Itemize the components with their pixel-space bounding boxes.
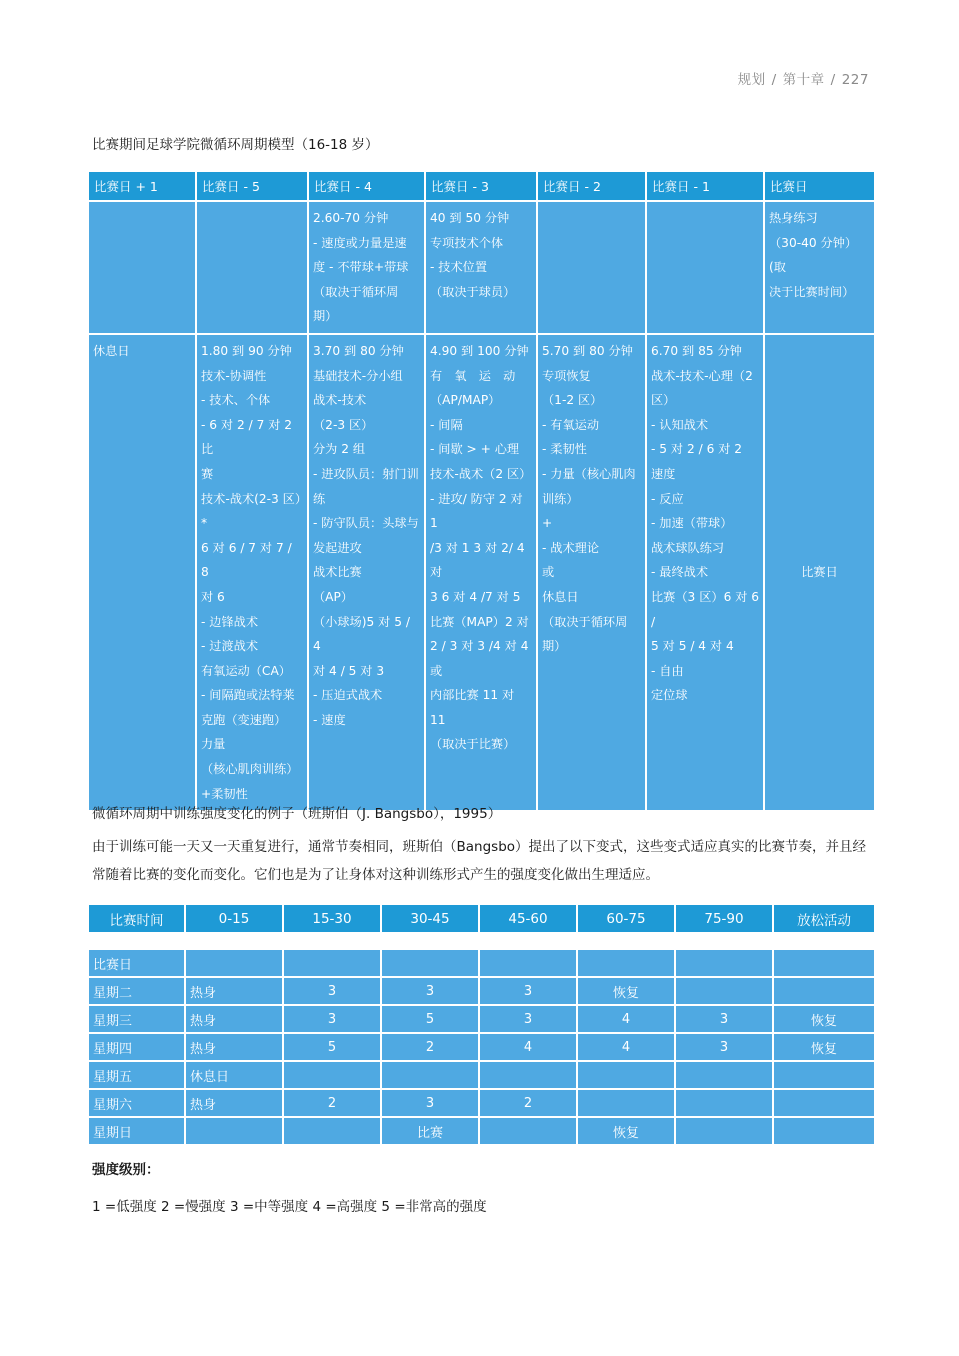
- microcycle-cell-line: 比赛日: [801, 565, 838, 580]
- microcycle-cell-line: （取决于球员）: [430, 284, 516, 299]
- intensity-cell: 热身: [185, 1005, 283, 1033]
- microcycle-cell: [764, 334, 875, 811]
- intensity-cell: 3: [381, 977, 479, 1005]
- microcycle-cell: [88, 201, 196, 334]
- microcycle-cell-line: 专项恢复: [542, 368, 591, 383]
- microcycle-cell-line: 对 6: [201, 589, 225, 604]
- intensity-cell: [185, 949, 283, 977]
- intensity-header-cell: 60-75: [577, 904, 675, 933]
- table-spacer: [88, 933, 875, 949]
- microcycle-cell-line: - 有氧运动: [542, 417, 600, 432]
- intensity-cell: [675, 1117, 773, 1145]
- intensity-cell: [675, 1061, 773, 1089]
- microcycle-cell-line: - 过渡战术: [201, 639, 259, 654]
- running-head-separator: /: [771, 72, 777, 88]
- microcycle-cell-line: *: [201, 516, 208, 531]
- microcycle-header-cell: 比赛日 - 4: [308, 171, 425, 201]
- microcycle-cell-line: - 6 对 2 / 7 对 2 比: [201, 417, 293, 457]
- intensity-row: [88, 977, 875, 1005]
- microcycle-cell-line: - 防守队员：头球与: [313, 516, 419, 531]
- intensity-cell: [773, 1117, 875, 1145]
- microcycle-cell-line: 战术-技术: [313, 393, 367, 408]
- microcycle-cell: [196, 201, 308, 334]
- microcycle-cell-line: - 进攻/ 防守 2 对 1: [430, 491, 523, 531]
- microcycle-cell-line: （30-40 分钟）(取: [769, 235, 858, 275]
- intensity-cell: 2: [381, 1033, 479, 1061]
- microcycle-cell-line: 比赛（3 区）6 对 6 /: [651, 589, 760, 629]
- microcycle-cell-line: 发起进攻: [313, 540, 362, 555]
- microcycle-header-cell: 比赛日 - 3: [425, 171, 537, 201]
- intensity-header-cell: 比赛时间: [88, 904, 185, 933]
- microcycle-cell-line: 分为 2 组: [313, 442, 366, 457]
- microcycle-cell-line: 对 4 / 5 对 3: [313, 663, 385, 678]
- microcycle-cell-line: 期）: [542, 639, 567, 654]
- microcycle-cell-line: （小球场)5 对 5 / 4: [313, 614, 410, 654]
- intensity-row-label: 星期二: [88, 977, 185, 1005]
- intensity-row-label: 星期四: [88, 1033, 185, 1061]
- microcycle-cell-line: 力量: [201, 737, 226, 752]
- intensity-row-label: 比赛日: [88, 949, 185, 977]
- microcycle-header-cell: 比赛日: [764, 171, 875, 201]
- microcycle-cell-line: 休息日: [542, 589, 579, 604]
- intensity-row: [88, 1061, 875, 1089]
- microcycle-cell: [646, 334, 764, 811]
- intensity-cell: 恢复: [773, 1033, 875, 1061]
- intensity-cell: 4: [479, 1033, 577, 1061]
- intensity-cell: [675, 949, 773, 977]
- intensity-cell: 3: [675, 1005, 773, 1033]
- microcycle-row-1: [88, 201, 875, 334]
- microcycle-cell-line: 练: [313, 491, 326, 506]
- intensity-cell: [577, 1089, 675, 1117]
- intensity-cell: 恢复: [577, 1117, 675, 1145]
- microcycle-cell-line: - 自由: [651, 663, 684, 678]
- intensity-cell: [283, 1061, 381, 1089]
- table2-intro-paragraph: 由于训练可能一天又一天重复进行，通常节奏相同，班斯伯（Bangsbo）提出了以下变式，这些变式适应真实的比赛节奏，并且经常随着比赛的变化而变化。它们也是为了让身体对这种训练形式产生的强度变化做出生理适应。: [92, 839, 867, 883]
- microcycle-cell-line: 技术-战术（2 区）: [430, 466, 532, 481]
- microcycle-cell-line: /3 对 1 3 对 2/ 4 对: [430, 540, 525, 580]
- running-head-section: 规划: [737, 72, 766, 88]
- microcycle-cell-line: 有氧运动（CA）: [201, 663, 291, 678]
- intensity-cell: 3: [283, 1005, 381, 1033]
- microcycle-cell: [764, 201, 875, 334]
- microcycle-cell-line: 1.80 到 90 分钟: [201, 343, 292, 358]
- microcycle-cell-line: 有 氧 运 动: [430, 368, 516, 383]
- microcycle-cell-line: （AP/MAP）: [430, 393, 501, 408]
- intensity-cell: 比赛: [381, 1117, 479, 1145]
- microcycle-cell-line: 内部比赛 11 对 11: [430, 688, 515, 727]
- microcycle-header-cell: 比赛日 + 1: [88, 171, 196, 201]
- microcycle-cell-line: （取决于循环周: [542, 614, 628, 629]
- intensity-cell: [479, 949, 577, 977]
- intensity-cell: [577, 1061, 675, 1089]
- microcycle-cell-line: - 最终战术: [651, 565, 709, 580]
- intensity-cell: 恢复: [773, 1005, 875, 1033]
- microcycle-cell-line: 4.90 到 100 分钟: [430, 343, 529, 358]
- intensity-cell: [381, 949, 479, 977]
- microcycle-cell-line: - 边锋战术: [201, 614, 259, 629]
- intensity-header-cell: 75-90: [675, 904, 773, 933]
- microcycle-cell-line: 决于比赛时间）: [769, 284, 855, 299]
- microcycle-cell: [196, 334, 308, 811]
- intensity-cell: 3: [381, 1089, 479, 1117]
- microcycle-cell-line: （2-3 区）: [313, 417, 374, 432]
- intensity-cell: [773, 949, 875, 977]
- microcycle-cell: [646, 201, 764, 334]
- intensity-cell: [773, 977, 875, 1005]
- microcycle-row-2: [88, 334, 875, 811]
- microcycle-cell: [537, 334, 646, 811]
- page-number: 227: [841, 72, 869, 88]
- microcycle-cell-line: 技术-协调性: [201, 368, 267, 383]
- intensity-cell: 热身: [185, 1089, 283, 1117]
- intensity-cell: 3: [479, 1005, 577, 1033]
- microcycle-cell-line: - 速度或力量是速: [313, 235, 407, 250]
- intensity-cell: 4: [577, 1033, 675, 1061]
- intensity-cell: 休息日: [185, 1061, 283, 1089]
- intensity-cell: [185, 1117, 283, 1145]
- microcycle-cell-line: 度 - 不带球+带球: [313, 260, 409, 275]
- microcycle-cell-line: 战术比赛: [313, 565, 362, 580]
- intensity-row: [88, 1089, 875, 1117]
- microcycle-cell-line: - 技术、个体: [201, 393, 271, 408]
- intensity-cell: 5: [283, 1033, 381, 1061]
- microcycle-header-row: [88, 171, 875, 201]
- intensity-cell: [479, 1117, 577, 1145]
- intensity-row-label: 星期六: [88, 1089, 185, 1117]
- microcycle-header-cell: 比赛日 - 5: [196, 171, 308, 201]
- microcycle-cell-line: 基础技术-分小组: [313, 368, 403, 383]
- intensity-cell: 3: [675, 1033, 773, 1061]
- microcycle-header-cell: 比赛日 - 1: [646, 171, 764, 201]
- microcycle-cell-line: 比赛（MAP）2 对: [430, 614, 529, 629]
- microcycle-cell-line: 战术-技术-心理（2: [651, 368, 753, 383]
- intensity-cell: [675, 977, 773, 1005]
- microcycle-cell: [425, 201, 537, 334]
- microcycle-cell-line: （核心肌肉训练）: [201, 762, 299, 777]
- intensity-cell: [577, 949, 675, 977]
- microcycle-cell: [425, 334, 537, 811]
- microcycle-cell-line: - 加速（带球）: [651, 516, 733, 531]
- intensity-row: [88, 1033, 875, 1061]
- microcycle-cell-line: 3 6 对 4 /7 对 5: [430, 589, 521, 604]
- microcycle-cell: [308, 201, 425, 334]
- intensity-header-cell: 45-60: [479, 904, 577, 933]
- table-spacer-cell: [88, 933, 875, 949]
- table1-caption: 比赛期间足球学院微循环周期模型（16-18 岁）: [92, 137, 379, 153]
- intensity-cell: 恢复: [577, 977, 675, 1005]
- microcycle-cell-line: 5.70 到 80 分钟: [542, 343, 633, 358]
- microcycle-cell-line: - 间歇 > + 心理: [430, 442, 520, 457]
- intensity-header-cell: 0-15: [185, 904, 283, 933]
- intensity-cell: 热身: [185, 1033, 283, 1061]
- microcycle-cell-line: - 5 对 2 / 6 对 2: [651, 442, 743, 457]
- running-head-separator-2: /: [830, 72, 836, 88]
- microcycle-cell-line: （取决于比赛）: [430, 737, 516, 752]
- intensity-cell: 2: [479, 1089, 577, 1117]
- microcycle-cell: [308, 334, 425, 811]
- running-head-chapter: 第十章: [782, 72, 825, 88]
- microcycle-cell-line: 定位球: [651, 688, 688, 703]
- microcycle-cell-line: 6 对 6 / 7 对 7 / 8: [201, 540, 292, 580]
- intensity-header-cell: 放松活动: [773, 904, 875, 933]
- microcycle-cell-line: 专项技术个体: [430, 235, 504, 250]
- intensity-row-label: 星期五: [88, 1061, 185, 1089]
- legend-text: 1 =低强度 2 =慢强度 3 =中等强度 4 =高强度 5 =非常高的强度: [92, 1199, 487, 1215]
- microcycle-cell-line: 速度: [651, 466, 676, 481]
- microcycle-table: [87, 170, 876, 812]
- microcycle-cell-line: - 柔韧性: [542, 442, 587, 457]
- intensity-row-label: 星期日: [88, 1117, 185, 1145]
- intensity-cell: 2: [283, 1089, 381, 1117]
- microcycle-cell-line: 5 对 5 / 4 对 4: [651, 639, 734, 654]
- legend-title: 强度级别：: [92, 1162, 160, 1178]
- microcycle-cell-line: - 压迫式战术: [313, 688, 383, 703]
- intensity-cell: 4: [577, 1005, 675, 1033]
- microcycle-cell-line: （1-2 区）: [542, 393, 603, 408]
- intensity-cell: [479, 1061, 577, 1089]
- microcycle-cell-line: 40 到 50 分钟: [430, 211, 510, 225]
- microcycle-header-cell: 比赛日 - 2: [537, 171, 646, 201]
- table2-caption: 微循环周期中训练强度变化的例子（班斯伯（J. Bangsbo），1995）: [92, 806, 502, 822]
- microcycle-cell-line: （取决于循环周: [313, 284, 399, 299]
- intensity-row: [88, 949, 875, 977]
- microcycle-cell-line: 技术-战术(2-3 区）: [201, 491, 308, 506]
- intensity-cell: [675, 1089, 773, 1117]
- microcycle-cell-line: +: [542, 516, 553, 531]
- intensity-cell: [773, 1089, 875, 1117]
- microcycle-cell: [537, 201, 646, 334]
- microcycle-cell-line: - 认知战术: [651, 417, 709, 432]
- microcycle-cell-line: 赛: [201, 466, 214, 481]
- microcycle-cell-line: - 战术理论: [542, 540, 600, 555]
- microcycle-cell-line: 或: [542, 565, 555, 580]
- microcycle-cell-line: 战术球队练习: [651, 540, 725, 555]
- intensity-row: [88, 1117, 875, 1145]
- microcycle-cell-line: - 力量（核心肌肉: [542, 466, 636, 481]
- microcycle-cell-line: - 技术位置: [430, 260, 488, 275]
- microcycle-cell-line: 训练）: [542, 491, 579, 506]
- microcycle-cell-line: 2 / 3 对 3 /4 对 4 或: [430, 639, 529, 678]
- microcycle-cell-line: 6.70 到 85 分钟: [651, 343, 742, 358]
- microcycle-cell-line: - 反应: [651, 491, 684, 506]
- intensity-header-cell: 15-30: [283, 904, 381, 933]
- microcycle-cell-line: - 间隔跑或法特莱: [201, 688, 295, 703]
- intensity-row-label: 星期三: [88, 1005, 185, 1033]
- intensity-header-cell: 30-45: [381, 904, 479, 933]
- microcycle-cell-line: 期）: [313, 309, 338, 324]
- intensity-cell: [773, 1061, 875, 1089]
- microcycle-cell-line: 2.60-70 分钟: [313, 211, 389, 225]
- intensity-cell: [283, 949, 381, 977]
- intensity-table: [87, 903, 876, 1146]
- microcycle-cell-line: 休息日: [93, 343, 130, 358]
- intensity-cell: [381, 1061, 479, 1089]
- microcycle-cell-line: - 速度: [313, 712, 346, 727]
- running-head: [738, 68, 869, 88]
- microcycle-cell-line: +柔韧性: [201, 786, 248, 801]
- microcycle-cell: [88, 334, 196, 811]
- intensity-cell: 3: [479, 977, 577, 1005]
- microcycle-cell-line: - 进攻队员：射门训: [313, 466, 419, 481]
- microcycle-cell-line: 3.70 到 80 分钟: [313, 343, 404, 358]
- microcycle-cell-line: 热身练习: [769, 211, 818, 225]
- microcycle-cell-line: 克跑（变速跑）: [201, 712, 287, 727]
- microcycle-cell-line: - 间隔: [430, 417, 463, 432]
- intensity-cell: 3: [283, 977, 381, 1005]
- intensity-cell: [283, 1117, 381, 1145]
- microcycle-cell-line: （AP）: [313, 589, 354, 604]
- intensity-cell: 5: [381, 1005, 479, 1033]
- intensity-row: [88, 1005, 875, 1033]
- intensity-cell: 热身: [185, 977, 283, 1005]
- microcycle-cell-line: 区）: [651, 393, 676, 408]
- intensity-header-row: [88, 904, 875, 933]
